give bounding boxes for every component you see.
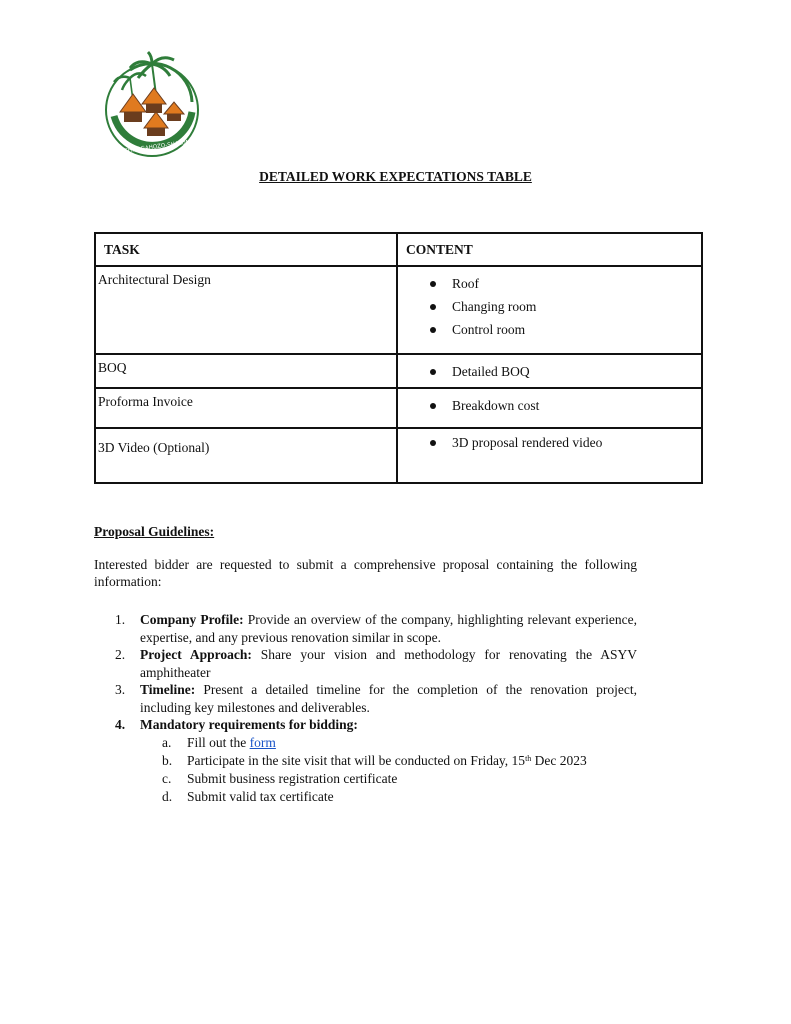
sub-list-item [140, 752, 637, 770]
item-number: 3. [115, 682, 126, 697]
content-item: Breakdown cost [428, 394, 693, 417]
svg-text:THE AGAHOZO-SHALOM: THE AGAHOZO-SHALOM [124, 139, 191, 155]
list-item [94, 646, 637, 681]
content-item: Control room [428, 318, 693, 341]
item-label: Project Approach: [140, 647, 252, 662]
item-text: Fill out the [187, 734, 250, 750]
item-number: 1. [115, 612, 126, 627]
content-item: 3D proposal rendered video [428, 434, 693, 452]
task-cell: Architectural Design [95, 266, 397, 354]
content-cell [397, 354, 702, 388]
table-row [95, 428, 702, 483]
organization-logo [100, 50, 202, 158]
item-text: Submit business registration certificate [187, 771, 398, 787]
document-title: DETAILED WORK EXPECTATIONS TABLE [259, 169, 532, 184]
task-column-header: TASK [95, 233, 397, 266]
item-letter: a. [162, 734, 172, 750]
list-item [94, 681, 637, 716]
table-row [95, 354, 702, 388]
task-cell: BOQ [95, 354, 397, 388]
task-cell: 3D Video (Optional) [95, 428, 397, 483]
content-cell [397, 428, 702, 483]
item-text: Present a detailed timeline for the completion of the renovation project, including key milestones and deliverables. [140, 682, 637, 715]
form-link[interactable]: form [249, 734, 276, 750]
work-expectations-table [94, 232, 703, 484]
content-item: Roof [428, 272, 693, 295]
content-column-header: CONTENT [397, 233, 702, 266]
content-cell [397, 388, 702, 428]
proposal-guidelines-heading: Proposal Guidelines: [94, 524, 215, 539]
guidelines-intro: Interested bidder are requested to submit a comprehensive proposal containing the following information: [94, 557, 637, 589]
item-text: Participate in the site visit that will be conducted on Friday, 15 [187, 752, 526, 768]
item-letter: c. [162, 771, 172, 787]
date-suffix: th [525, 753, 532, 763]
requirements-list [94, 611, 637, 807]
item-label: Company Profile: [140, 612, 244, 627]
list-item [94, 716, 637, 807]
item-number: 2. [115, 647, 126, 662]
content-item: Detailed BOQ [428, 360, 693, 383]
item-text: Share your vision and methodology for renovating the ASYV amphitheater [140, 647, 638, 680]
mandatory-requirements-sublist [140, 734, 637, 807]
sub-list-item [140, 770, 637, 788]
content-cell [397, 266, 702, 354]
item-number: 4. [115, 717, 126, 732]
item-text: Submit valid tax certificate [187, 789, 334, 805]
content-item: Changing room [428, 295, 693, 318]
item-letter: b. [162, 752, 173, 768]
sub-list-item [140, 788, 637, 806]
item-text-end: Dec 2023 [531, 752, 587, 768]
item-label: Timeline: [140, 682, 196, 697]
sub-list-item [140, 734, 637, 752]
item-letter: d. [162, 789, 173, 805]
item-text: Provide an overview of the company, highlighting relevant experience, expertise, and any previous renovation similar in scope. [140, 612, 637, 645]
table-row [95, 388, 702, 428]
list-item [94, 611, 637, 646]
item-label: Mandatory requirements for bidding: [140, 717, 358, 732]
task-cell: Proforma Invoice [95, 388, 397, 428]
table-row [95, 266, 702, 354]
table-header-row [95, 233, 702, 266]
